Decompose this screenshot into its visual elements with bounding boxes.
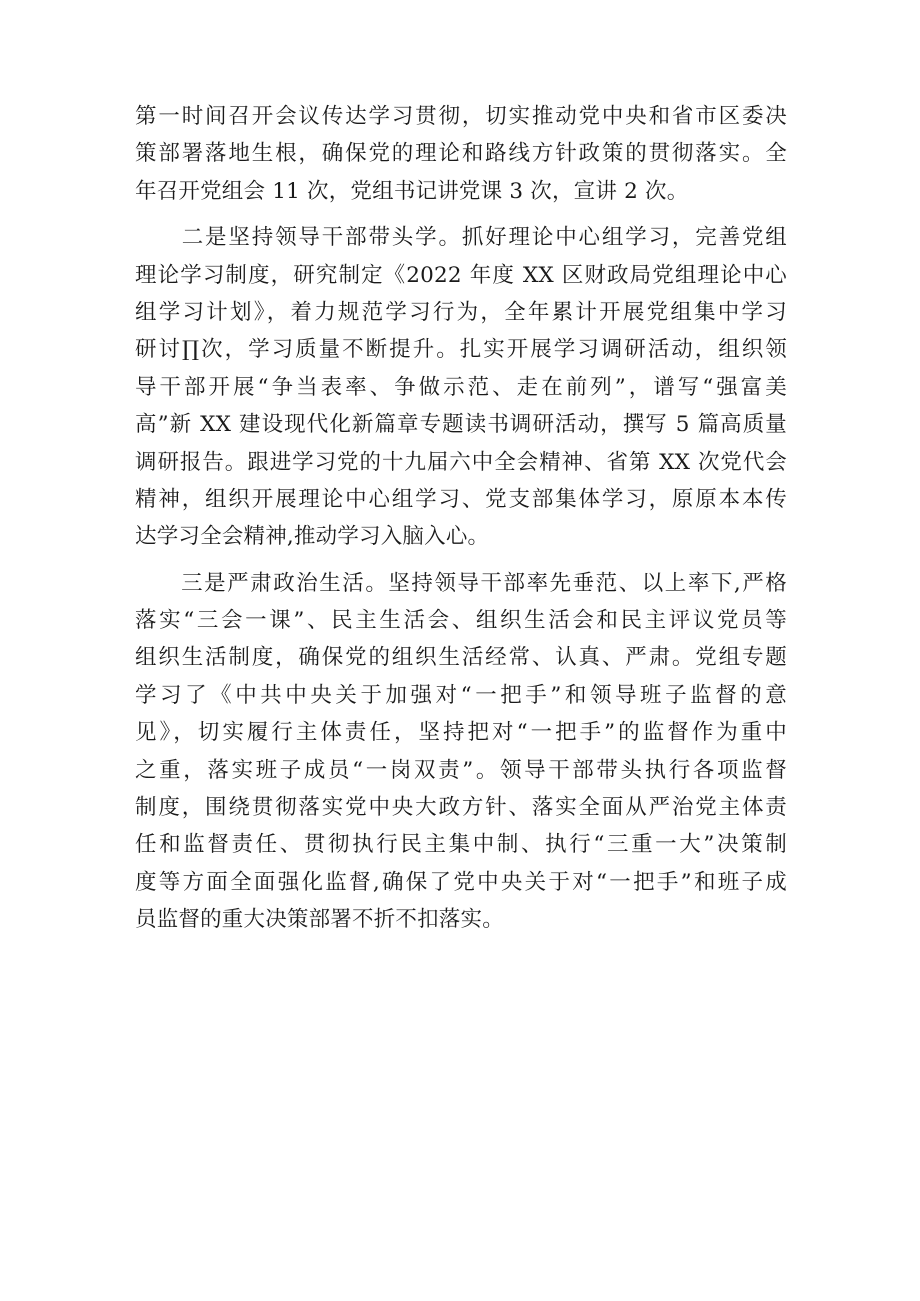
text-line: 三是严肃政治生活。坚持领导干部率先垂范、以上率下,严格 xyxy=(135,570,787,596)
paragraph-3 xyxy=(135,565,787,939)
text-line: 度等方面全面强化监督,确保了党中央关于对“一把手”和班子成 xyxy=(135,869,787,895)
text-line: 第一时间召开会议传达学习贯彻，切实推动党中央和省市区委决 xyxy=(135,104,787,129)
text-line: 学习了《中共中央关于加强对“一把手”和领导班子监督的意 xyxy=(135,682,787,708)
text-line: 策部署落地生根，确保党的理论和路线方针政策的贯彻落实。全 xyxy=(135,141,787,167)
text-line: 精神，组织开展理论中心组学习、党支部集体学习，原原本本传 xyxy=(135,486,787,512)
text-line: 落实“三会一课”、民主生活会、组织生活会和民主评议党员等 xyxy=(135,608,787,634)
document-body xyxy=(135,98,787,939)
text-line: 组学习计划》，着力规范学习行为，全年累计开展党组集中学习 xyxy=(135,299,787,325)
text-line: 导干部开展“争当表率、争做示范、走在前列”，谱写“强富美 xyxy=(135,374,787,400)
text-line: 高”新 XX 建设现代化新篇章专题读书调研活动，撰写 5 篇高质量 xyxy=(135,412,787,438)
text-line: 调研报告。跟进学习党的十九届六中全会精神、省第 XX 次党代会 xyxy=(135,449,787,475)
paragraph-2 xyxy=(135,219,787,556)
paragraph-1 xyxy=(135,98,787,210)
text-line: 之重，落实班子成员“一岗双责”。领导干部带头执行各项监督 xyxy=(135,757,787,783)
text-line: 研讨∏次，学习质量不断提升。扎实开展学习调研活动，组织领 xyxy=(135,337,787,363)
text-line: 员监督的重大决策部署不折不扣落实。 xyxy=(135,907,504,933)
text-line: 见》，切实履行主体责任，坚持把对“一把手”的监督作为重中 xyxy=(135,720,787,746)
text-line: 组织生活制度，确保党的组织生活经常、认真、严肃。党组专题 xyxy=(135,645,787,671)
text-line: 二是坚持领导干部带头学。抓好理论中心组学习，完善党组 xyxy=(135,225,787,251)
text-line: 制度，围绕贯彻落实党中央大政方针、落实全面从严治党主体责 xyxy=(135,795,787,821)
text-line: 年召开党组会 11 次，党组书记讲党课 3 次，宣讲 2 次。 xyxy=(135,178,689,204)
text-line: 理论学习制度，研究制定《2022 年度 XX 区财政局党组理论中心 xyxy=(135,262,787,288)
text-line: 任和监督责任、贯彻执行民主集中制、执行“三重一大”决策制 xyxy=(135,832,787,858)
text-line: 达学习全会精神,推动学习入脑入心。 xyxy=(135,524,490,550)
